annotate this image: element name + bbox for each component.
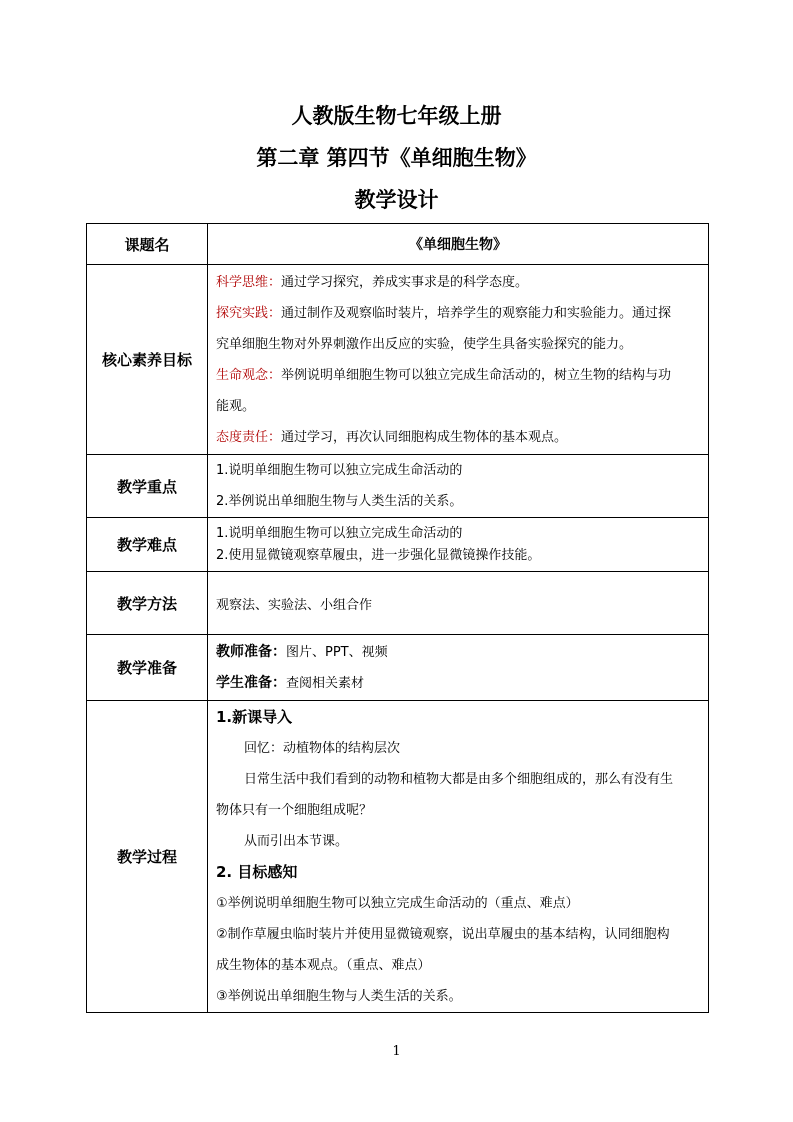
table-row-methods (87, 572, 709, 635)
core-item-2 (216, 298, 702, 329)
process-heading-2: 2. 目标感知 (216, 862, 298, 881)
core-item-2-tag: 探究实践： (216, 305, 282, 321)
core-item-3-tag: 生命观念： (216, 367, 282, 383)
preparation-label: 教学准备 (87, 635, 208, 701)
page-number: 1 (392, 1044, 401, 1059)
core-item-3 (216, 360, 702, 391)
goal-1: ①举例说明单细胞生物可以独立完成生命活动的（重点、难点） (216, 895, 579, 911)
teacher-prep (216, 637, 702, 668)
core-item-1-text: 通过学习探究，养成实事求是的科学态度。 (281, 274, 529, 290)
document-title: 人教版生物七年级上册 (291, 104, 502, 128)
process-label: 教学过程 (87, 701, 208, 1013)
core-item-1 (216, 267, 702, 298)
core-item-4-tag: 态度责任： (216, 429, 282, 445)
teacher-prep-label: 教师准备： (216, 643, 286, 660)
goal-2b: 成生物体的基本观点。（重点、难点） (216, 957, 431, 973)
difficulty-2: 2.使用显微镜观察草履虫，进一步强化显微镜操作技能。 (216, 547, 541, 563)
core-literacy-content (208, 265, 709, 455)
core-item-1-tag: 科学思维： (216, 274, 282, 290)
difficulty-1: 1.说明单细胞生物可以独立完成生命活动的 (216, 525, 463, 541)
core-item-2-text: 通过制作及观察临时装片，培养学生的观察能力和实验能力。通过探 (281, 305, 672, 321)
document-subtitle: 教学设计 (354, 188, 439, 212)
process-heading-1: 1.新课导入 (216, 707, 293, 726)
process-content (208, 701, 709, 1013)
lesson-plan-table (86, 223, 709, 1013)
core-literacy-label: 核心素养目标 (87, 265, 208, 455)
table-row-core-literacy (87, 265, 709, 455)
core-item-3-text: 举例说明单细胞生物可以独立完成生命活动的，树立生物的结构与功 (281, 367, 672, 383)
key-points-label: 教学重点 (87, 455, 208, 518)
key-point-2: 2.举例说出单细胞生物与人类生活的关系。 (216, 494, 463, 509)
core-item-2-cont: 究单细胞生物对外界刺激作出反应的实验，使学生具备实验探究的能力。 (216, 336, 633, 352)
core-item-4-text: 通过学习，再次认同细胞构成生物体的基本观点。 (281, 429, 568, 445)
goal-3: ③举例说出单细胞生物与人类生活的关系。 (216, 988, 462, 1004)
table-row-difficulties (87, 518, 709, 572)
student-prep (216, 668, 702, 699)
difficulties-content (208, 518, 709, 572)
table-row-topic (87, 224, 709, 265)
teacher-prep-value: 图片、PPT、视频 (286, 644, 388, 660)
table-row-preparation (87, 635, 709, 701)
methods-label: 教学方法 (87, 572, 208, 635)
difficulties-label: 教学难点 (87, 518, 208, 572)
chapter-title: 第二章 第四节《单细胞生物》 (256, 146, 537, 170)
process-lead-in: 从而引出本节课。 (244, 833, 349, 849)
preparation-content (208, 635, 709, 701)
core-item-3-cont: 能观。 (216, 398, 256, 414)
student-prep-value: 查阅相关素材 (286, 675, 365, 691)
goal-2a: ②制作草履虫临时装片并使用显微镜观察，说出草履虫的基本结构，认同细胞构 (216, 926, 670, 942)
process-recall: 回忆：动植物体的结构层次 (244, 740, 401, 756)
key-points-content (208, 455, 709, 518)
core-item-4 (216, 422, 702, 453)
student-prep-label: 学生准备： (216, 674, 286, 691)
topic-value: 《单细胞生物》 (208, 224, 709, 265)
table-row-process (87, 701, 709, 1013)
key-point-1: 1.说明单细胞生物可以独立完成生命活动的 (216, 463, 463, 478)
process-question-2: 物体只有一个细胞组成呢？ (216, 802, 373, 818)
methods-value: 观察法、实验法、小组合作 (208, 572, 709, 635)
topic-label: 课题名 (87, 224, 208, 265)
table-row-key-points (87, 455, 709, 518)
process-question-1: 日常生活中我们看到的动物和植物大都是由多个细胞组成的，那么有没有生 (244, 771, 674, 787)
